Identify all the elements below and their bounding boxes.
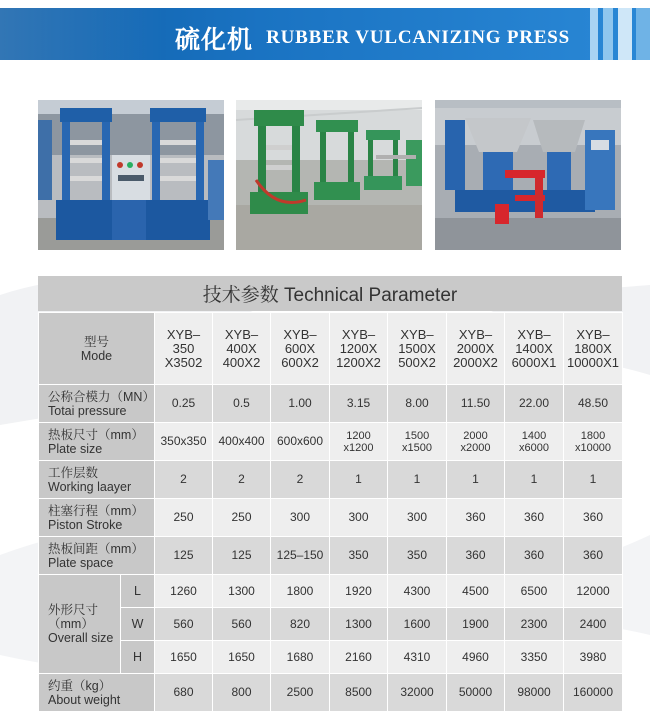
model-label-line: Mode — [80, 348, 113, 363]
model-name-line: 1200X2 — [336, 354, 381, 370]
value-cell — [213, 385, 271, 423]
value-cell — [155, 537, 213, 575]
value-cell: 1600 — [388, 608, 447, 641]
value-line: 1.00 — [288, 396, 312, 410]
model-name-line: 2000X2 — [453, 354, 498, 370]
value-line: 0.25 — [171, 396, 196, 410]
row-label-line: 约重（kg） — [48, 678, 112, 693]
model-name-line: XYB– — [224, 326, 259, 342]
model-name-line: 1500X — [398, 340, 436, 356]
model-cell — [505, 313, 564, 385]
value-line: 300 — [406, 510, 428, 524]
row-label — [39, 385, 155, 423]
row-label — [39, 499, 155, 537]
value-cell — [271, 499, 330, 537]
model-label-line: 型号 — [83, 334, 109, 349]
value-line: 2 — [180, 472, 187, 486]
value-cell — [155, 499, 213, 537]
value-cell: 3350 — [505, 641, 564, 674]
table-row-overall — [39, 575, 623, 608]
value-cell — [213, 461, 271, 499]
row-label-line: 热板尺寸（mm） — [48, 427, 144, 442]
value-line: 350 — [406, 548, 428, 562]
model-cell — [330, 313, 388, 385]
value-cell — [505, 461, 564, 499]
model-cell — [155, 313, 213, 385]
value-line: 300 — [348, 510, 369, 524]
value-line: 360 — [523, 510, 545, 524]
model-name-line: 500X2 — [398, 354, 436, 370]
row-label — [39, 537, 155, 575]
value-cell — [564, 461, 623, 499]
value-cell — [505, 423, 564, 461]
dimension-label: L — [121, 575, 155, 608]
value-cell: 560 — [155, 608, 213, 641]
value-line: x6000 — [519, 441, 549, 454]
press-photo-2 — [236, 100, 422, 250]
press-photo-1 — [38, 100, 224, 250]
table-row — [39, 537, 623, 575]
value-cell — [271, 461, 330, 499]
value-cell: 50000 — [447, 674, 505, 712]
model-cell — [388, 313, 447, 385]
model-name-line: XYB– — [576, 326, 610, 342]
value-cell — [155, 423, 213, 461]
value-cell: 1800 — [271, 575, 330, 608]
model-name-line: 600X — [284, 340, 316, 356]
value-cell: 1300 — [330, 608, 388, 641]
value-line: 250 — [173, 510, 194, 524]
value-cell — [271, 537, 330, 575]
table-row — [39, 385, 623, 423]
value-cell — [388, 461, 447, 499]
row-label-line: Plate space — [48, 555, 114, 570]
row-label-line: Plate size — [48, 441, 103, 456]
value-line: 1 — [413, 472, 421, 486]
value-cell: 2160 — [330, 641, 388, 674]
value-line: 300 — [289, 510, 311, 524]
value-cell: 4300 — [388, 575, 447, 608]
value-line: 1 — [472, 472, 479, 486]
value-cell — [330, 385, 388, 423]
value-cell: 1260 — [155, 575, 213, 608]
value-line: 360 — [465, 548, 486, 562]
value-line: 1200 — [346, 429, 371, 442]
table-row — [39, 461, 623, 499]
value-cell — [330, 461, 388, 499]
value-cell — [388, 537, 447, 575]
parameter-table — [38, 312, 623, 712]
value-cell: 4500 — [447, 575, 505, 608]
row-label-line: Totai pressure — [48, 403, 127, 418]
row-label-line: Piston Stroke — [48, 517, 123, 532]
value-cell: 98000 — [505, 674, 564, 712]
value-cell — [271, 423, 330, 461]
model-name-line: XYB– — [166, 326, 201, 342]
value-line: 8.00 — [405, 396, 429, 410]
value-cell — [155, 385, 213, 423]
dimension-label: H — [121, 641, 155, 674]
value-cell: 6500 — [505, 575, 564, 608]
model-name-line: 400X2 — [222, 354, 261, 370]
value-line: 600x600 — [276, 434, 324, 448]
overall-label-line: 外形尺寸 — [48, 603, 99, 617]
model-name-line: 400X — [226, 340, 257, 356]
model-name-line: 1400X — [515, 340, 553, 356]
table-title: 技术参数 Technical Parameter — [38, 276, 622, 311]
value-line: 1800 — [580, 429, 606, 442]
row-label-line: 柱塞行程（mm） — [48, 503, 144, 518]
value-cell — [564, 537, 623, 575]
value-line: 125 — [231, 548, 252, 562]
value-line: 1400 — [521, 429, 547, 442]
value-line: 125 — [173, 548, 194, 562]
value-cell: 4310 — [388, 641, 447, 674]
overall-size-label — [39, 575, 121, 674]
model-cell — [213, 313, 271, 385]
value-line: 350 — [348, 548, 369, 562]
model-cell — [447, 313, 505, 385]
value-cell — [447, 461, 505, 499]
value-line: 400x400 — [218, 434, 265, 448]
model-name-line: 2000X — [456, 340, 495, 356]
value-line: 1 — [589, 472, 597, 486]
value-cell — [388, 385, 447, 423]
value-cell: 2400 — [564, 608, 623, 641]
value-cell: 1650 — [155, 641, 213, 674]
value-line: x1200 — [343, 441, 374, 454]
value-line: 1 — [530, 472, 538, 486]
value-cell: 1900 — [447, 608, 505, 641]
value-cell: 8500 — [330, 674, 388, 712]
table-row-overall — [39, 608, 623, 641]
value-line: 48.50 — [577, 396, 609, 410]
value-cell: 680 — [155, 674, 213, 712]
value-cell — [213, 537, 271, 575]
table-row — [39, 423, 623, 461]
value-line: 22.00 — [518, 396, 550, 410]
value-cell — [447, 423, 505, 461]
value-cell — [564, 423, 623, 461]
value-cell: 1680 — [271, 641, 330, 674]
table-row-weight — [39, 674, 623, 712]
row-label — [39, 423, 155, 461]
title-english: RUBBER VULCANIZING PRESS — [266, 27, 571, 48]
value-line: x2000 — [460, 441, 491, 454]
banner-shade — [0, 8, 165, 60]
banner-stripes — [590, 8, 650, 60]
value-cell: 3980 — [564, 641, 623, 674]
value-cell — [271, 385, 330, 423]
row-label-line: 热板间距（mm） — [48, 541, 144, 556]
dimension-label: W — [121, 608, 155, 641]
model-name-line: 1200X — [339, 340, 378, 356]
value-cell: 1650 — [213, 641, 271, 674]
table-row-model — [39, 313, 623, 385]
row-label — [39, 461, 155, 499]
value-cell — [564, 499, 623, 537]
value-line: x10000 — [574, 441, 612, 454]
row-label — [39, 674, 155, 712]
overall-label-line: Overall size — [48, 631, 114, 645]
model-cell — [564, 313, 623, 385]
value-line: x1500 — [402, 441, 432, 454]
value-line: 1500 — [404, 429, 430, 442]
value-line: 1 — [355, 472, 362, 486]
model-name-line: XYB– — [400, 326, 434, 342]
table-row — [39, 499, 623, 537]
value-cell — [447, 499, 505, 537]
value-cell — [447, 385, 505, 423]
value-line: 350x350 — [160, 434, 207, 448]
value-cell — [330, 499, 388, 537]
value-cell: 2500 — [271, 674, 330, 712]
row-label-line: 工作层数 — [48, 465, 99, 480]
value-line: 2 — [238, 472, 245, 486]
value-line: 125–150 — [276, 548, 324, 562]
value-line: 360 — [582, 548, 604, 562]
value-cell: 4960 — [447, 641, 505, 674]
model-label-cell — [39, 313, 155, 385]
value-cell: 2300 — [505, 608, 564, 641]
model-name-line: X3502 — [164, 354, 203, 370]
value-cell — [564, 385, 623, 423]
value-cell — [505, 385, 564, 423]
model-name-line: 600X2 — [281, 354, 319, 370]
value-cell — [213, 499, 271, 537]
model-name-line: XYB– — [517, 326, 551, 342]
value-cell — [388, 499, 447, 537]
value-line: 360 — [582, 510, 604, 524]
value-line: 360 — [523, 548, 545, 562]
row-label-line: Working laayer — [48, 479, 132, 494]
value-cell: 820 — [271, 608, 330, 641]
row-label-line: 公称合模力（MN） — [48, 389, 155, 404]
model-cell — [271, 313, 330, 385]
value-line: 2 — [296, 472, 304, 486]
table-row-overall — [39, 641, 623, 674]
value-cell: 1300 — [213, 575, 271, 608]
value-cell: 32000 — [388, 674, 447, 712]
overall-label-line: （mm） — [48, 617, 94, 631]
model-name-line: XYB– — [458, 326, 493, 342]
value-cell — [213, 423, 271, 461]
title-chinese: 硫化机 — [175, 25, 254, 54]
model-name-line: 6000X1 — [511, 354, 557, 370]
header-banner — [0, 8, 650, 60]
value-cell: 560 — [213, 608, 271, 641]
value-line: 0.5 — [233, 396, 250, 410]
value-cell — [505, 499, 564, 537]
value-cell: 800 — [213, 674, 271, 712]
value-line: 3.15 — [346, 396, 371, 410]
value-cell — [330, 423, 388, 461]
value-cell: 1920 — [330, 575, 388, 608]
model-name-line: XYB– — [341, 326, 376, 342]
value-line: 250 — [231, 510, 252, 524]
value-cell: 160000 — [564, 674, 623, 712]
value-cell — [447, 537, 505, 575]
value-cell: 12000 — [564, 575, 623, 608]
value-cell — [330, 537, 388, 575]
value-line: 11.50 — [460, 396, 491, 410]
model-name-line: 350 — [172, 340, 195, 356]
value-line: 2000 — [463, 429, 488, 442]
value-cell — [155, 461, 213, 499]
press-photo-3 — [435, 100, 621, 250]
model-name-line: XYB– — [283, 326, 317, 342]
model-name-line: 10000X1 — [566, 354, 620, 370]
page-title — [175, 20, 570, 56]
row-label-line: About weight — [48, 692, 121, 707]
value-cell — [388, 423, 447, 461]
model-name-line: 1800X — [574, 340, 612, 356]
value-cell — [505, 537, 564, 575]
value-line: 360 — [465, 510, 486, 524]
